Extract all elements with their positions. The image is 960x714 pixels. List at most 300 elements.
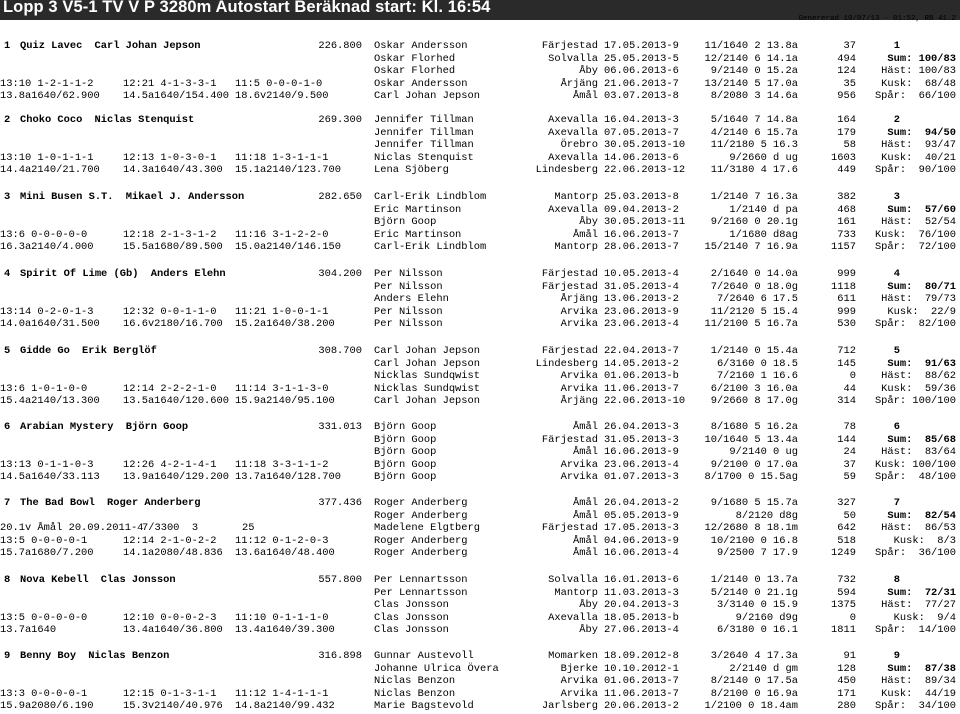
start-track: Arvika: [560, 687, 598, 700]
start-date: 23.06.2013-9: [604, 305, 679, 318]
stat-summary: Spår: 36/100: [874, 547, 956, 560]
start-result: 13/2140 5 17.0a: [704, 77, 798, 90]
start-driver: Clas Jonsson: [374, 599, 449, 612]
horse-name: Arabian Mystery: [20, 421, 114, 433]
stat-summary: Häst: 89/34: [881, 675, 956, 688]
start-track: Färjestad: [541, 433, 598, 446]
record: 15.3v2140/40.976: [123, 700, 223, 713]
start-driver: Carl Johan Jepson: [374, 90, 481, 103]
start-result: 10/2100 0 16.8: [710, 534, 798, 547]
start-driver: Niclas Benzon: [374, 687, 456, 700]
start-driver: Björn Goop: [374, 471, 437, 484]
best-record-odds: 25: [242, 522, 255, 535]
season-stats: 12:13 1-0-3-0-1: [123, 151, 217, 164]
start-odds: 327: [837, 497, 856, 509]
start-track: Arvika: [560, 675, 598, 688]
start-driver: Anders Elehn: [374, 293, 449, 306]
season-stats: 11:21 1-0-0-1-1: [235, 305, 329, 318]
best-record: 20.1v Åmål 20.09.2011-4: [0, 522, 144, 535]
start-odds: 494: [837, 52, 856, 65]
start-track: Arvika: [560, 318, 598, 331]
best-record-detail: 7/3300 3: [142, 522, 199, 535]
start-track: Åby: [579, 599, 598, 612]
start-track: Årjäng: [560, 395, 598, 408]
record: 13.8a1640/62.900: [0, 90, 100, 103]
start-odds: 164: [837, 114, 856, 126]
start-date: 20.06.2013-2: [604, 700, 679, 713]
record: 15.2a1640/38.200: [235, 318, 335, 331]
start-date: 05.05.2013-9: [604, 509, 679, 522]
stat-summary: Kusk: 22/9: [887, 305, 956, 318]
start-odds: 91: [843, 650, 856, 662]
season-stats: 12:14 2-1-0-2-2: [123, 534, 217, 547]
record: 15.9a2080/6.190: [0, 700, 94, 713]
start-track: Jarlsberg: [541, 700, 598, 713]
season-stats: 11:18 1-3-1-1-1: [235, 151, 329, 164]
season-stats: 13:3 0-0-0-0-1: [0, 687, 88, 700]
season-stats: 12:18 2-1-3-1-2: [123, 228, 217, 241]
start-track: Åmål: [573, 421, 598, 433]
start-date: 21.06.2013-7: [604, 77, 679, 90]
start-driver: Madelene Elgtberg: [374, 522, 481, 535]
record: 13.6a1640/48.400: [235, 547, 335, 560]
start-odds: 999: [837, 305, 856, 318]
start-driver: Jennifer Tillman: [374, 126, 474, 139]
season-stats: 12:15 0-1-3-1-1: [123, 687, 217, 700]
stat-summary: Sum: 91/63: [887, 357, 956, 370]
stat-summary: Häst: 52/54: [881, 216, 956, 229]
start-track: Arvika: [560, 471, 598, 484]
record: 13.4a1640/36.800: [123, 624, 223, 637]
horse-earnings: 304.200: [318, 268, 362, 280]
start-result: 1/2140 d pa: [729, 203, 798, 216]
start-result: 11/2100 5 16.7a: [704, 318, 798, 331]
start-driver: Per Nilsson: [374, 305, 443, 318]
start-track: Åby: [579, 624, 598, 637]
start-date: 09.04.2013-2: [604, 203, 679, 216]
stat-summary: Häst: 79/73: [881, 293, 956, 306]
start-track: Åmål: [573, 534, 598, 547]
season-stats: 12:10 0-0-0-2-3: [123, 611, 217, 624]
stat-summary: Sum: 87/38: [887, 662, 956, 675]
start-date: 27.06.2013-4: [604, 624, 679, 637]
stat-summary: Sum: 85/68: [887, 433, 956, 446]
stat-summary: Spår: 34/100: [874, 700, 956, 713]
start-position: 1: [893, 40, 900, 52]
start-driver: Oskar Florhed: [374, 65, 456, 78]
start-track: Axevalla: [548, 203, 598, 216]
season-stats: 13:6 1-0-1-0-0: [0, 382, 88, 395]
stat-summary: Sum: 57/60: [887, 203, 956, 216]
start-result: 9/2160 d9g: [735, 611, 798, 624]
season-stats: 13:13 0-1-1-0-3: [0, 458, 94, 471]
start-result: 1/2140 0 15.4a: [710, 345, 798, 357]
start-track: Örebro: [560, 139, 598, 152]
horse-number: 2: [4, 114, 11, 126]
start-odds: 35: [843, 77, 856, 90]
start-result: 2/2140 d gm: [729, 662, 798, 675]
record: 14.1a2080/48.836: [123, 547, 223, 560]
season-stats: 11:12 0-1-2-0-3: [235, 534, 329, 547]
start-odds: 145: [837, 357, 856, 370]
start-date: 22.06.2013-12: [604, 164, 686, 177]
start-track: Åby: [579, 216, 598, 229]
start-result: 10/1640 5 13.4a: [704, 433, 798, 446]
horse-name: The Bad Bowl: [20, 497, 95, 509]
start-date: 01.06.2013-b: [604, 370, 679, 383]
start-odds: 144: [837, 433, 856, 446]
start-track: Åmål: [573, 90, 598, 103]
start-odds: 1157: [831, 241, 856, 254]
stat-summary: Spår: 14/100: [874, 624, 956, 637]
start-track: Årjäng: [560, 77, 598, 90]
start-date: 25.03.2013-8: [604, 191, 679, 203]
start-date: 16.01.2013-6: [604, 574, 679, 586]
start-result: 8/1700 0 15.5ag: [704, 471, 798, 484]
stat-summary: Kusk: 68/48: [881, 77, 956, 90]
stat-summary: Häst: 100/83: [881, 65, 956, 78]
start-result: 8/2120 d8g: [735, 509, 798, 522]
start-driver: Per Lennartsson: [374, 586, 468, 599]
start-odds: 280: [837, 700, 856, 713]
horse-earnings: 331.013: [318, 421, 362, 433]
stat-summary: Kusk: 100/100: [874, 458, 956, 471]
start-driver: Gunnar Austevoll: [374, 650, 474, 662]
horse-earnings: 316.898: [318, 650, 362, 662]
start-odds: 37: [843, 40, 856, 52]
stat-summary: Spår: 90/100: [874, 164, 956, 177]
start-date: 16.06.2013-4: [604, 547, 679, 560]
record: 16.6v2180/16.700: [123, 318, 223, 331]
record: 14.5a1640/33.113: [0, 471, 100, 484]
horse-number: 8: [4, 574, 11, 586]
horse-number: 9: [4, 650, 11, 662]
start-odds: 58: [843, 139, 856, 152]
start-result: 3/3140 0 15.9: [716, 599, 798, 612]
start-odds: 0: [849, 611, 856, 624]
start-driver: Marie Bagstevold: [374, 700, 474, 713]
start-result: 8/2100 0 16.9a: [710, 687, 798, 700]
stat-summary: Sum: 80/71: [887, 280, 956, 293]
season-stats: 13:5 0-0-0-0-1: [0, 534, 88, 547]
start-result: 7/2640 6 17.5: [716, 293, 798, 306]
start-date: 23.06.2013-4: [604, 318, 679, 331]
stat-summary: Häst: 93/47: [881, 139, 956, 152]
start-odds: 314: [837, 395, 856, 408]
start-date: 01.07.2013-3: [604, 471, 679, 484]
start-result: 8/2080 3 14.6a: [710, 90, 798, 103]
horse-driver: Anders Elehn: [150, 268, 226, 280]
stat-summary: Kusk: 44/19: [881, 687, 956, 700]
stat-summary: Häst: 83/64: [881, 446, 956, 459]
start-track: Färjestad: [541, 280, 598, 293]
horse-name: Choko Coco: [20, 114, 83, 126]
start-date: 23.06.2013-4: [604, 458, 679, 471]
horse-driver: Niclas Benzon: [88, 650, 170, 662]
start-track: Solvalla: [548, 574, 598, 586]
start-odds: 24: [843, 446, 856, 459]
start-result: 9/2660 8 17.0g: [710, 395, 798, 408]
start-result: 1/2140 7 16.3a: [710, 191, 798, 203]
start-driver: Nicklas Sundqwist: [374, 382, 481, 395]
start-date: 01.06.2013-7: [604, 675, 679, 688]
record: 18.6v2140/9.500: [235, 90, 329, 103]
horse-earnings: 226.800: [318, 40, 362, 52]
start-driver: Clas Jonsson: [374, 624, 449, 637]
start-odds: 382: [837, 191, 856, 203]
start-date: 26.04.2013-3: [604, 421, 679, 433]
page-header: [0, 0, 960, 23]
start-result: 12/2680 8 18.1m: [704, 522, 798, 535]
season-stats: 13:10 1-2-1-1-2: [0, 77, 94, 90]
stat-summary: Sum: 94/50: [887, 126, 956, 139]
start-driver: Oskar Florhed: [374, 52, 456, 65]
start-odds: 1249: [831, 547, 856, 560]
horse-earnings: 282.650: [318, 191, 362, 203]
start-driver: Björn Goop: [374, 433, 437, 446]
stat-summary: Spår: 66/100: [874, 90, 956, 103]
stat-summary: Spår: 72/100: [874, 241, 956, 254]
start-result: 3/2640 4 17.3a: [710, 650, 798, 662]
start-track: Åmål: [573, 497, 598, 509]
start-odds: 1811: [831, 624, 856, 637]
start-track: Solvalla: [548, 52, 598, 65]
start-result: 7/2640 0 18.0g: [710, 280, 798, 293]
start-driver: Carl Johan Jepson: [374, 357, 481, 370]
season-stats: 11:10 0-1-1-1-0: [235, 611, 329, 624]
start-driver: Niclas Benzon: [374, 675, 456, 688]
start-date: 20.04.2013-3: [604, 599, 679, 612]
race-title: Lopp 3 V5-1 TV V P 3280m Autostart Beräknad start: Kl. 16:54: [3, 0, 491, 16]
season-stats: 12:26 4-2-1-4-1: [123, 458, 217, 471]
season-stats: 13:6 0-0-0-0-0: [0, 228, 88, 241]
start-driver: Oskar Andersson: [374, 40, 468, 52]
start-odds: 0: [849, 370, 856, 383]
start-driver: Niclas Stenquist: [374, 151, 474, 164]
horse-name: Nova Kebell: [20, 574, 89, 586]
start-date: 26.04.2013-2: [604, 497, 679, 509]
start-track: Arvika: [560, 305, 598, 318]
start-driver: Eric Martinson: [374, 228, 462, 241]
start-track: Arvika: [560, 370, 598, 383]
start-driver: Carl Johan Jepson: [374, 345, 481, 357]
start-date: 07.05.2013-7: [604, 126, 679, 139]
start-odds: 44: [843, 382, 856, 395]
stat-summary: Kusk: 40/21: [881, 151, 956, 164]
start-driver: Roger Anderberg: [374, 534, 468, 547]
stat-summary: Spår: 48/100: [874, 471, 956, 484]
start-result: 7/2160 1 16.6: [716, 370, 798, 383]
start-result: 9/2100 0 17.0a: [710, 458, 798, 471]
start-odds: 1375: [831, 599, 856, 612]
start-date: 16.06.2013-7: [604, 228, 679, 241]
start-result: 11/3180 4 17.6: [710, 164, 798, 177]
start-driver: Lena Sjöberg: [374, 164, 449, 177]
stat-summary: Spår: 100/100: [874, 395, 956, 408]
horse-number: 7: [4, 497, 11, 509]
start-result: 9/1680 5 15.7a: [710, 497, 798, 509]
start-driver: Jennifer Tillman: [374, 114, 474, 126]
start-odds: 1118: [831, 280, 856, 293]
start-date: 14.05.2013-2: [604, 357, 679, 370]
start-track: Åby: [579, 65, 598, 78]
start-date: 17.05.2013-9: [604, 40, 679, 52]
start-date: 10.10.2012-1: [604, 662, 679, 675]
start-date: 31.05.2013-3: [604, 433, 679, 446]
start-odds: 611: [837, 293, 856, 306]
start-track: Mantorp: [554, 586, 598, 599]
start-date: 06.06.2013-6: [604, 65, 679, 78]
start-result: 1/1680 d8ag: [729, 228, 798, 241]
start-odds: 179: [837, 126, 856, 139]
horse-name: Benny Boy: [20, 650, 77, 662]
horse-earnings: 308.700: [318, 345, 362, 357]
start-odds: 594: [837, 586, 856, 599]
start-driver: Johanne Ulrica Övera: [374, 662, 499, 675]
start-result: 2/1640 0 14.0a: [710, 268, 798, 280]
start-result: 1/2100 0 18.4am: [704, 700, 798, 713]
start-track: Axevalla: [548, 114, 598, 126]
start-odds: 50: [843, 509, 856, 522]
record: 14.0a1640/31.500: [0, 318, 100, 331]
record: 13.9a1640/129.200: [123, 471, 230, 484]
start-result: 11/2180 5 16.3: [710, 139, 798, 152]
start-result: 6/3160 0 18.5: [716, 357, 798, 370]
start-track: Mantorp: [554, 241, 598, 254]
start-track: Bjerke: [560, 662, 598, 675]
start-result: 9/2160 0 20.1g: [710, 216, 798, 229]
start-date: 04.06.2013-9: [604, 534, 679, 547]
season-stats: 12:14 2-2-2-1-0: [123, 382, 217, 395]
horse-name: Quiz Lavec: [20, 40, 83, 52]
record: 14.3a1640/43.300: [123, 164, 223, 177]
start-driver: Carl-Erik Lindblom: [374, 241, 487, 254]
horse-driver: Björn Goop: [125, 421, 189, 433]
start-date: 13.06.2013-2: [604, 293, 679, 306]
start-position: 8: [893, 574, 900, 586]
stat-summary: Sum: 100/83: [887, 52, 956, 65]
start-track: Arvika: [560, 458, 598, 471]
start-result: 8/2140 0 17.5a: [710, 675, 798, 688]
start-track: Färjestad: [541, 345, 598, 357]
record: 15.4a2140/13.300: [0, 395, 100, 408]
start-position: 4: [893, 268, 900, 280]
start-track: Åmål: [573, 446, 598, 459]
start-odds: 956: [837, 90, 856, 103]
start-date: 14.06.2013-6: [604, 151, 679, 164]
start-result: 11/1640 2 13.8a: [704, 40, 798, 52]
season-stats: 12:21 4-1-3-3-1: [123, 77, 217, 90]
horse-driver: Erik Berglöf: [82, 345, 157, 357]
start-result: 8/1680 5 16.2a: [710, 421, 798, 433]
start-date: 16.04.2013-3: [604, 114, 679, 126]
start-track: Åmål: [573, 228, 598, 241]
stat-summary: Sum: 72/31: [887, 586, 956, 599]
start-position: 2: [893, 114, 900, 126]
start-date: 11.06.2013-7: [604, 382, 679, 395]
start-odds: 37: [843, 458, 856, 471]
start-date: 11.03.2013-3: [604, 586, 679, 599]
start-driver: Björn Goop: [374, 216, 437, 229]
start-odds: 128: [837, 662, 856, 675]
horse-number: 1: [4, 40, 11, 52]
start-track: Momarken: [548, 650, 598, 662]
stat-summary: Häst: 86/53: [881, 522, 956, 535]
record: 14.8a2140/99.432: [235, 700, 335, 713]
start-date: 28.06.2013-7: [604, 241, 679, 254]
record: 14.5a1640/154.400: [123, 90, 230, 103]
record: 13.7a1640/128.700: [235, 471, 342, 484]
horse-name: Gidde Go: [20, 345, 70, 357]
start-result: 11/2120 5 15.4: [710, 305, 798, 318]
start-date: 10.05.2013-4: [604, 268, 679, 280]
start-odds: 468: [837, 203, 856, 216]
season-stats: 11:16 3-1-2-2-0: [235, 228, 329, 241]
start-result: 6/2100 3 16.0a: [710, 382, 798, 395]
start-driver: Björn Goop: [374, 421, 437, 433]
start-date: 22.06.2013-10: [604, 395, 686, 408]
start-result: 1/2140 0 13.7a: [710, 574, 798, 586]
start-result: 9/2140 0 ug: [729, 446, 798, 459]
start-track: Färjestad: [541, 40, 598, 52]
horse-name: Spirit Of Lime (Gb): [20, 268, 139, 280]
start-odds: 449: [837, 164, 856, 177]
start-date: 18.05.2013-b: [604, 611, 679, 624]
start-track: Färjestad: [541, 522, 598, 535]
season-stats: 11:5 0-0-0-1-0: [235, 77, 323, 90]
start-driver: Roger Anderberg: [374, 547, 468, 560]
record: 15.1a2140/123.700: [235, 164, 342, 177]
start-date: 17.05.2013-3: [604, 522, 679, 535]
start-result: 4/2140 6 15.7a: [710, 126, 798, 139]
season-stats: 11:12 1-4-1-1-1: [235, 687, 329, 700]
season-stats: 11:18 3-3-1-1-2: [235, 458, 329, 471]
start-driver: Carl Johan Jepson: [374, 395, 481, 408]
stat-summary: Kusk: 76/100: [874, 228, 956, 241]
start-odds: 59: [843, 471, 856, 484]
start-result: 9/2500 7 17.9: [716, 547, 798, 560]
horse-earnings: 269.300: [318, 114, 362, 126]
start-track: Årjäng: [560, 293, 598, 306]
horse-number: 3: [4, 191, 11, 203]
start-driver: Carl-Erik Lindblom: [374, 191, 487, 203]
start-result: 5/1640 7 14.8a: [710, 114, 798, 126]
start-odds: 161: [837, 216, 856, 229]
start-driver: Per Nilsson: [374, 280, 443, 293]
stat-summary: Kusk: 8/3: [893, 534, 956, 547]
horse-earnings: 377.436: [318, 497, 362, 509]
stat-summary: Sum: 82/54: [887, 509, 956, 522]
start-track: Axevalla: [548, 151, 598, 164]
start-track: Lindesberg: [535, 357, 598, 370]
horse-number: 4: [4, 268, 11, 280]
start-position: 6: [893, 421, 900, 433]
start-odds: 124: [837, 65, 856, 78]
start-date: 30.05.2013-11: [604, 216, 686, 229]
record: 16.3a2140/4.000: [0, 241, 94, 254]
start-odds: 78: [843, 421, 856, 433]
start-driver: Per Nilsson: [374, 268, 443, 280]
season-stats: 12:32 0-0-1-1-0: [123, 305, 217, 318]
start-date: 03.07.2013-8: [604, 90, 679, 103]
start-odds: 450: [837, 675, 856, 688]
record: 15.5a1680/89.500: [123, 241, 223, 254]
start-odds: 999: [837, 268, 856, 280]
start-result: 9/2140 0 15.2a: [710, 65, 798, 78]
start-result: 9/2660 d ug: [729, 151, 798, 164]
start-date: 25.05.2013-5: [604, 52, 679, 65]
start-result: 5/2140 0 21.1g: [710, 586, 798, 599]
